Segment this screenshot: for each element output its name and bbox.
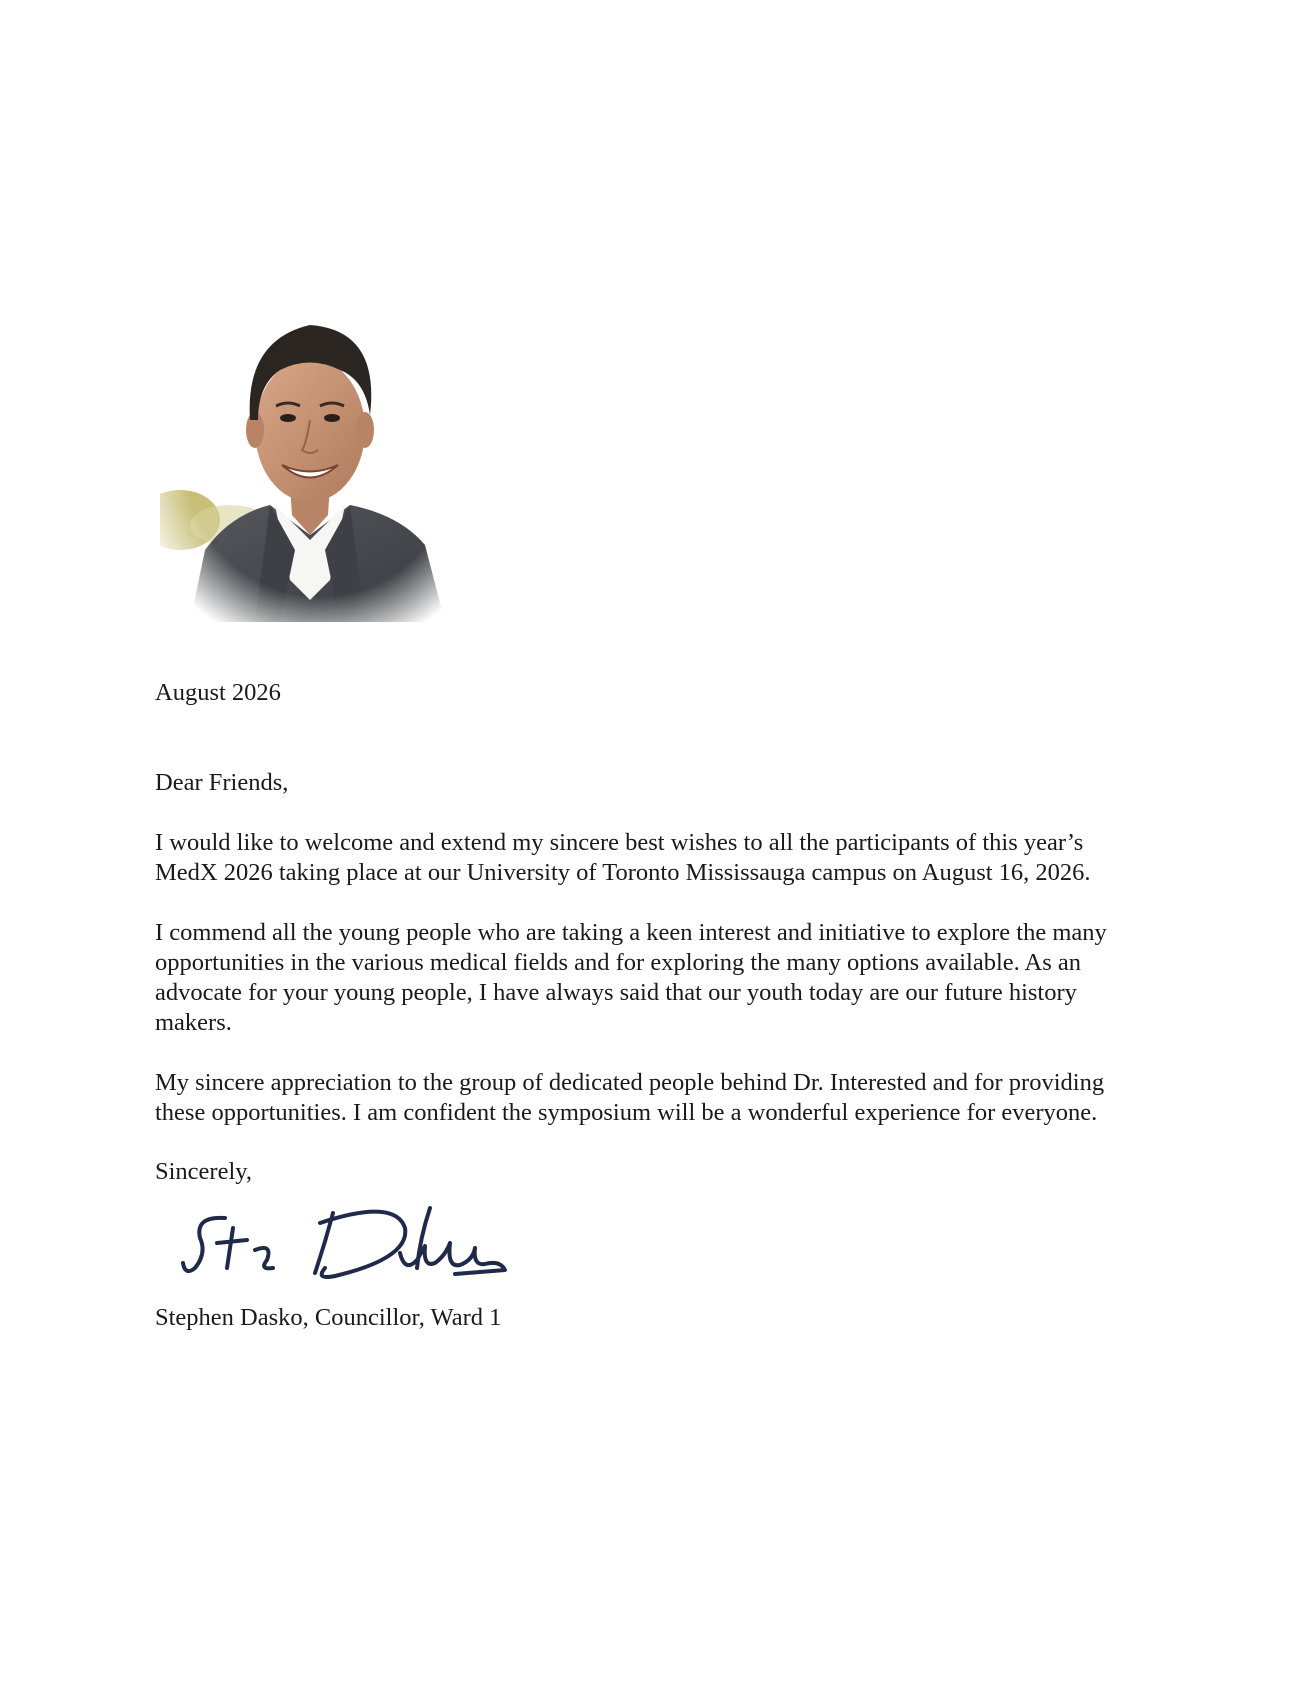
letter-date: August 2026 [155,679,281,706]
paragraph-commend [155,918,1107,1038]
paragraph-line: makers. [155,1009,232,1036]
paragraph-line: these opportunities. I am confident the symposium will be a wonderful experience for everyone. [155,1099,1098,1126]
paragraph-welcome [155,828,1091,888]
paragraph-line: I commend all the young people who are taking a keen interest and initiative to explore the many [155,919,1107,946]
closing: Sincerely, [155,1158,253,1185]
handwritten-signature [155,1188,535,1298]
paragraph-line: opportunities in the various medical fields and for exploring the many options available. As an [155,949,1082,976]
signature-name: Stephen Dasko, Councillor, Ward 1 [155,1304,502,1331]
paragraph-line: My sincere appreciation to the group of dedicated people behind Dr. Interested and for providing [155,1069,1105,1096]
salutation: Dear Friends, [155,769,289,796]
paragraph-line: I would like to welcome and extend my sincere best wishes to all the participants of this year’s [155,829,1084,856]
portrait-photo [160,300,480,622]
paragraph-line: MedX 2026 taking place at our University of Toronto Mississauga campus on August 16, 2026. [155,859,1091,886]
paragraph-appreciation [155,1068,1104,1128]
paragraph-line: advocate for your young people, I have always said that our youth today are our future history [155,979,1077,1006]
